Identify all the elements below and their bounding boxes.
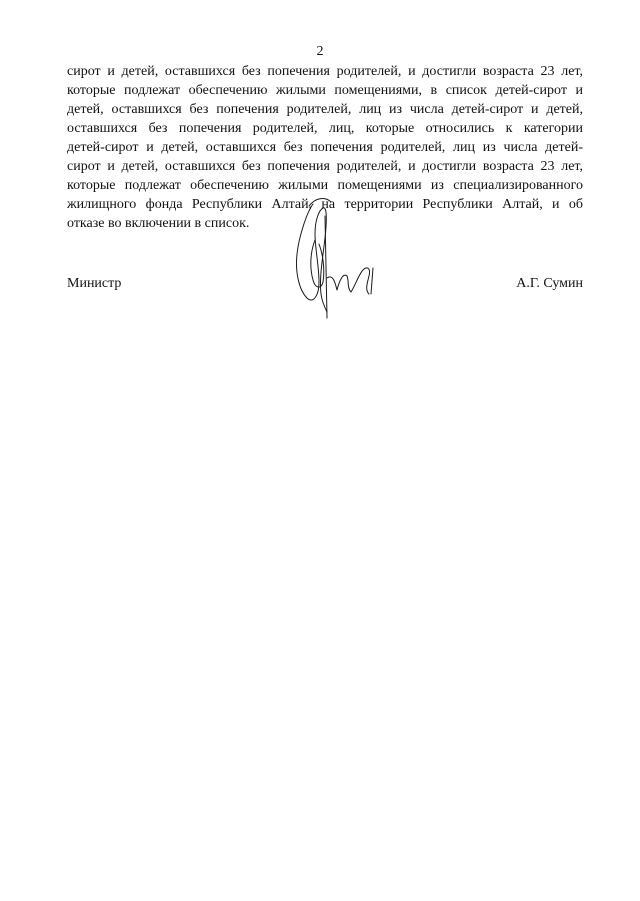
text-line: отказе во включении в список. <box>67 216 250 231</box>
page-number: 2 <box>316 44 324 59</box>
text-line: которые подлежат обеспечению жилыми помещениями, в список детей-сирот и <box>67 83 583 98</box>
signature-stroke-hook <box>363 268 370 294</box>
text-line: жилищного фонда Республики Алтай, на территории Республики Алтай, и об <box>67 197 583 212</box>
handwritten-signature <box>285 190 385 320</box>
text-line: детей-сирот и детей, оставшихся без попечения родителей, лиц из числа детей- <box>67 140 583 155</box>
signature-stroke-mark <box>371 268 373 294</box>
text-line: сирот и детей, оставшихся без попечения родителей, и достигли возраста 23 лет, <box>67 64 583 79</box>
text-line: детей, оставшихся без попечения родителей, лиц из числа детей-сирот и детей, <box>67 102 583 117</box>
text-line: сирот и детей, оставшихся без попечения родителей, и достигли возраста 23 лет, <box>67 159 583 174</box>
signer-name: А.Г. Сумин <box>516 276 583 291</box>
signer-position: Министр <box>67 276 122 291</box>
text-line: которые подлежат обеспечению жилыми помещениями из специализированного <box>67 178 583 193</box>
signature-stroke-tail <box>327 270 363 292</box>
text-line: оставшихся без попечения родителей, лиц, которые относились к категории <box>67 121 583 136</box>
